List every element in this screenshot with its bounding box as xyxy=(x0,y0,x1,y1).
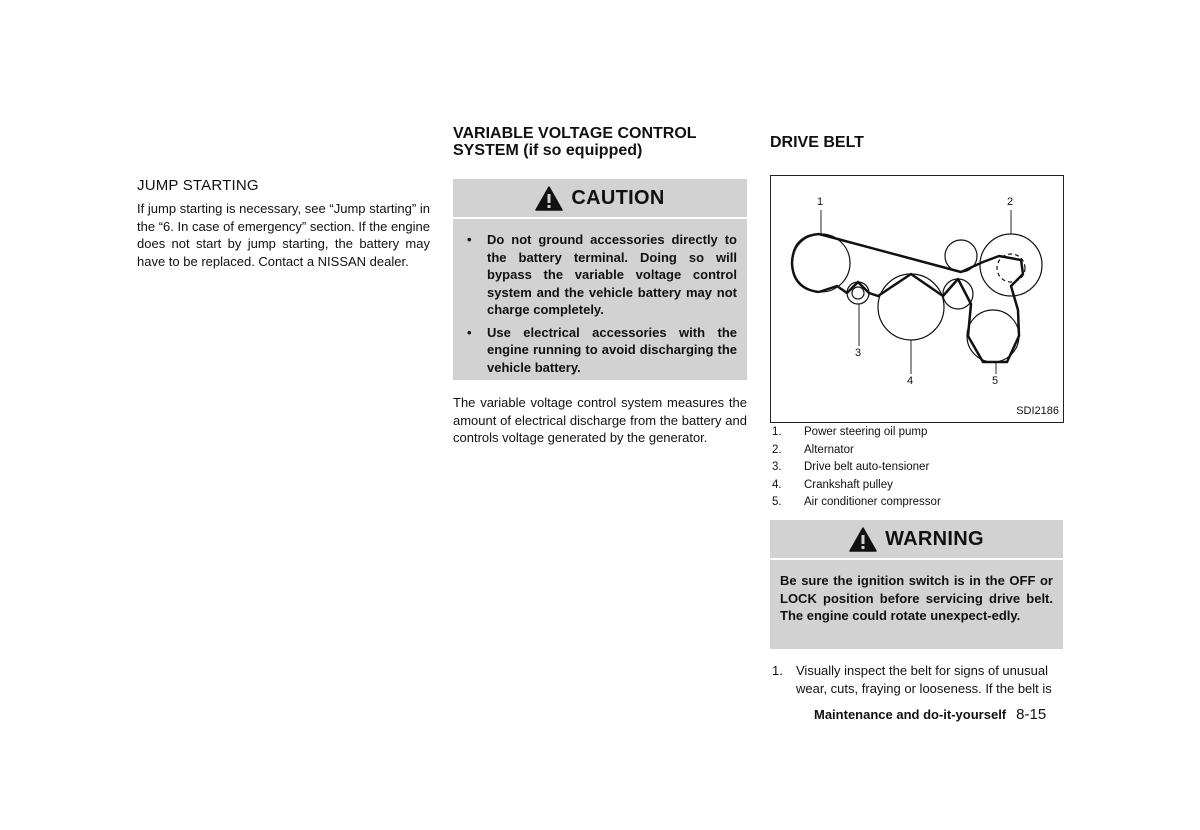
legend-number: 4. xyxy=(772,478,782,491)
caution-title: CAUTION xyxy=(571,186,665,209)
legend-number: 3. xyxy=(772,461,782,473)
step-text xyxy=(796,662,1052,697)
caution-body xyxy=(453,219,747,387)
legend-item xyxy=(772,424,1062,442)
legend-number: 5. xyxy=(772,496,782,508)
jump-starting-paragraph: If jump starting is necessary, see “Jump starting” in the “6. In case of emergency” section. If the engine does not start by jump starting, the battery may have to be replaced. Contact a NISSAN dealer. xyxy=(137,201,430,269)
caution-box xyxy=(453,179,747,380)
legend-item xyxy=(772,442,1062,460)
vvc-heading-line1: VARIABLE VOLTAGE CONTROL xyxy=(453,125,697,142)
legend-text: Crankshaft pulley xyxy=(804,478,893,491)
callout-4: 4 xyxy=(907,375,914,387)
callout-2: 2 xyxy=(1007,196,1014,208)
caution-bullet: • Use electrical accessories with the engine running to avoid discharging the vehicle battery. xyxy=(463,324,737,377)
vvc-paragraph: The variable voltage control system measures the amount of electrical discharge from the battery and controls voltage generated by the generator. xyxy=(453,395,747,445)
middle-column xyxy=(453,125,747,447)
legend-item xyxy=(772,459,1062,477)
legend-text: Alternator xyxy=(804,443,854,456)
legend-text: Air conditioner compressor xyxy=(804,496,941,508)
tensioner-inner xyxy=(852,287,864,299)
warning-triangle-icon xyxy=(535,186,563,211)
warning-text: Be sure the ignition switch is in the OFF or LOCK position before servicing drive belt. The engine could rotate unexpect-edly. xyxy=(780,573,1053,623)
vvc-heading xyxy=(453,125,747,159)
warning-header xyxy=(770,520,1063,560)
warning-box xyxy=(770,520,1063,649)
warning-body xyxy=(770,560,1063,631)
legend-text: Drive belt auto-tensioner xyxy=(804,461,930,473)
caution-bullet: • Do not ground accessories directly to the battery terminal. Doing so will bypass the variable voltage control system and the vehicle battery may not charge completely. xyxy=(463,231,737,319)
drive-belt xyxy=(819,234,1023,362)
drive-belt-figure xyxy=(770,175,1064,423)
callout-1: 1 xyxy=(817,196,824,208)
inspection-steps xyxy=(772,662,1064,697)
figure-legend xyxy=(772,424,1062,512)
step-item xyxy=(772,662,1064,697)
crankshaft-pulley xyxy=(878,274,944,340)
drive-belt-heading: DRIVE BELT xyxy=(770,134,864,151)
page-number: 8-15 xyxy=(1016,706,1047,723)
legend-text: Power steering oil pump xyxy=(804,426,928,438)
step-line: Visually inspect the belt for signs of unusual xyxy=(796,663,1048,678)
footer-section-title: Maintenance and do-it-yourself xyxy=(814,707,1007,722)
callout-5: 5 xyxy=(992,375,999,387)
caution-list xyxy=(463,231,737,376)
vvc-heading-line2: SYSTEM (if so equipped) xyxy=(453,142,643,159)
warning-title: WARNING xyxy=(885,527,984,550)
callout-3: 3 xyxy=(855,347,862,359)
left-column xyxy=(137,177,430,270)
legend-number: 2. xyxy=(772,443,782,456)
legend-number: 1. xyxy=(772,426,782,438)
step-line: wear, cuts, fraying or looseness. If the belt is xyxy=(796,680,1052,696)
step-number: 1. xyxy=(772,663,783,678)
legend-item xyxy=(772,494,1062,512)
drive-belt-diagram xyxy=(771,176,1063,422)
jump-starting-heading: JUMP STARTING xyxy=(137,177,259,194)
tensioner-pulley xyxy=(847,282,869,304)
caution-header xyxy=(453,179,747,219)
figure-code: SDI2186 xyxy=(1016,405,1059,417)
warning-triangle-icon xyxy=(849,527,877,552)
small-idler-pulley xyxy=(943,279,973,309)
legend-item xyxy=(772,477,1062,495)
page-footer xyxy=(814,706,1046,723)
